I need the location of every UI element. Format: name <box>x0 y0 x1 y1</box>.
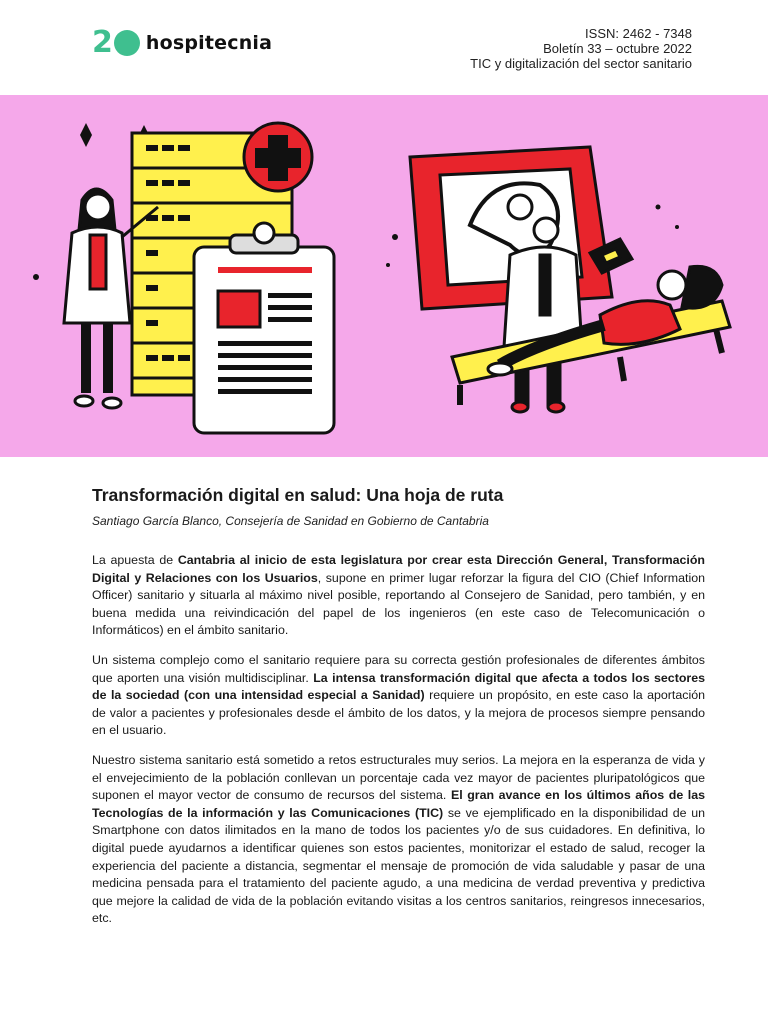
logo-digit-2: 2 <box>92 25 113 60</box>
p2-text-end: requiere un propósito, en este caso la aportación de valor a pacientes y profesionales desde el ámbito de los datos, y la mejora de procesos siempre pensando en el usuario. <box>92 688 705 738</box>
p2-text: Un sistema complejo como el sanitario requiere para su correcta gestión profesionales de diferentes ámbitos que aporten una visión multidisciplinar. <box>92 652 705 685</box>
p3-bold: El gran avance en los últimos años de las Tecnologías de la información y las Comunicaciones (TIC) <box>92 788 705 820</box>
article-title: Transformación digital en salud: Una hoja de ruta <box>92 485 504 505</box>
p3-text-end: se ve ejemplificado en la disponibilidad de un Smartphone con datos ilimitados en la mano de todos los pacientes y/o de sus cuidadores. En definitiva, lo digital puede ayudarnos a identificar quienes son estos pacientes, monitorizar el estado de salud, recoger la experiencia del paciente a distancia, segmentar el mensaje de promoción de vida saludable y pasar de una medicina pensada para el tratamiento del paciente agudo, a una medicina de verdad preventiva y predictiva que mejore la calidad de vida de la población evitando visitas a los centros sanitarios, reingresos innecesarios, etc. <box>92 805 706 926</box>
hospitecnia-logo <box>92 25 273 60</box>
p3-text: Nuestro sistema sanitario está sometido a retos estructurales muy serios. La mejora en la esperanza de vida y el envejecimiento de la población conllevan un porcentaje cada vez mayor de pacientes pluripatológicos que suponen el mayor vector de consumo de recursos del sistema. <box>92 752 705 803</box>
paragraph-3 <box>92 752 705 928</box>
page-header <box>0 0 768 95</box>
p1-bold: Cantabria al inicio de esta legislatura por crear esta Dirección General, Transformación Digital y Relaciones con los Usuarios <box>92 553 705 585</box>
issn: ISSN: 2462 - 7348 <box>585 26 692 41</box>
medical-cross-icon <box>244 123 312 191</box>
hero-illustration-svg <box>0 95 768 457</box>
paragraph-1 <box>92 552 705 640</box>
p2-bold: La intensa transformación digital que afecta a todos los sectores de la sociedad (con una intensidad especial a Sanidad) <box>92 670 705 703</box>
hero-illustration <box>0 95 768 457</box>
p1-text: La apuesta de <box>92 553 178 567</box>
exam-bed <box>452 301 730 405</box>
article-author: Santiago García Blanco, Consejería de Sanidad en Gobierno de Cantabria <box>92 514 489 528</box>
publication-meta <box>470 26 692 71</box>
p1-text-end: , supone en primer lugar reforzar la figura del CIO (Chief Information Officer) sanitario y situarla al máximo nivel posible, reportando al Consejero de Sanidad, pero también, y en buena medida una reivindicación del papel de los ingenieros (en este caso de Telecomunicación o Informáticos) en el ámbito sanitario. <box>92 570 705 638</box>
logo-text: hospitecnia <box>145 32 273 54</box>
bulletin-date: Boletín 33 – octubre 2022 <box>543 41 692 56</box>
clipboard-icon <box>194 223 334 433</box>
anniversary-20-logo <box>92 25 146 60</box>
logo-digit-0-circle <box>114 30 140 56</box>
section-title: TIC y digitalización del sector sanitario <box>470 56 692 71</box>
paragraph-2 <box>92 652 705 740</box>
article-body <box>92 552 705 940</box>
